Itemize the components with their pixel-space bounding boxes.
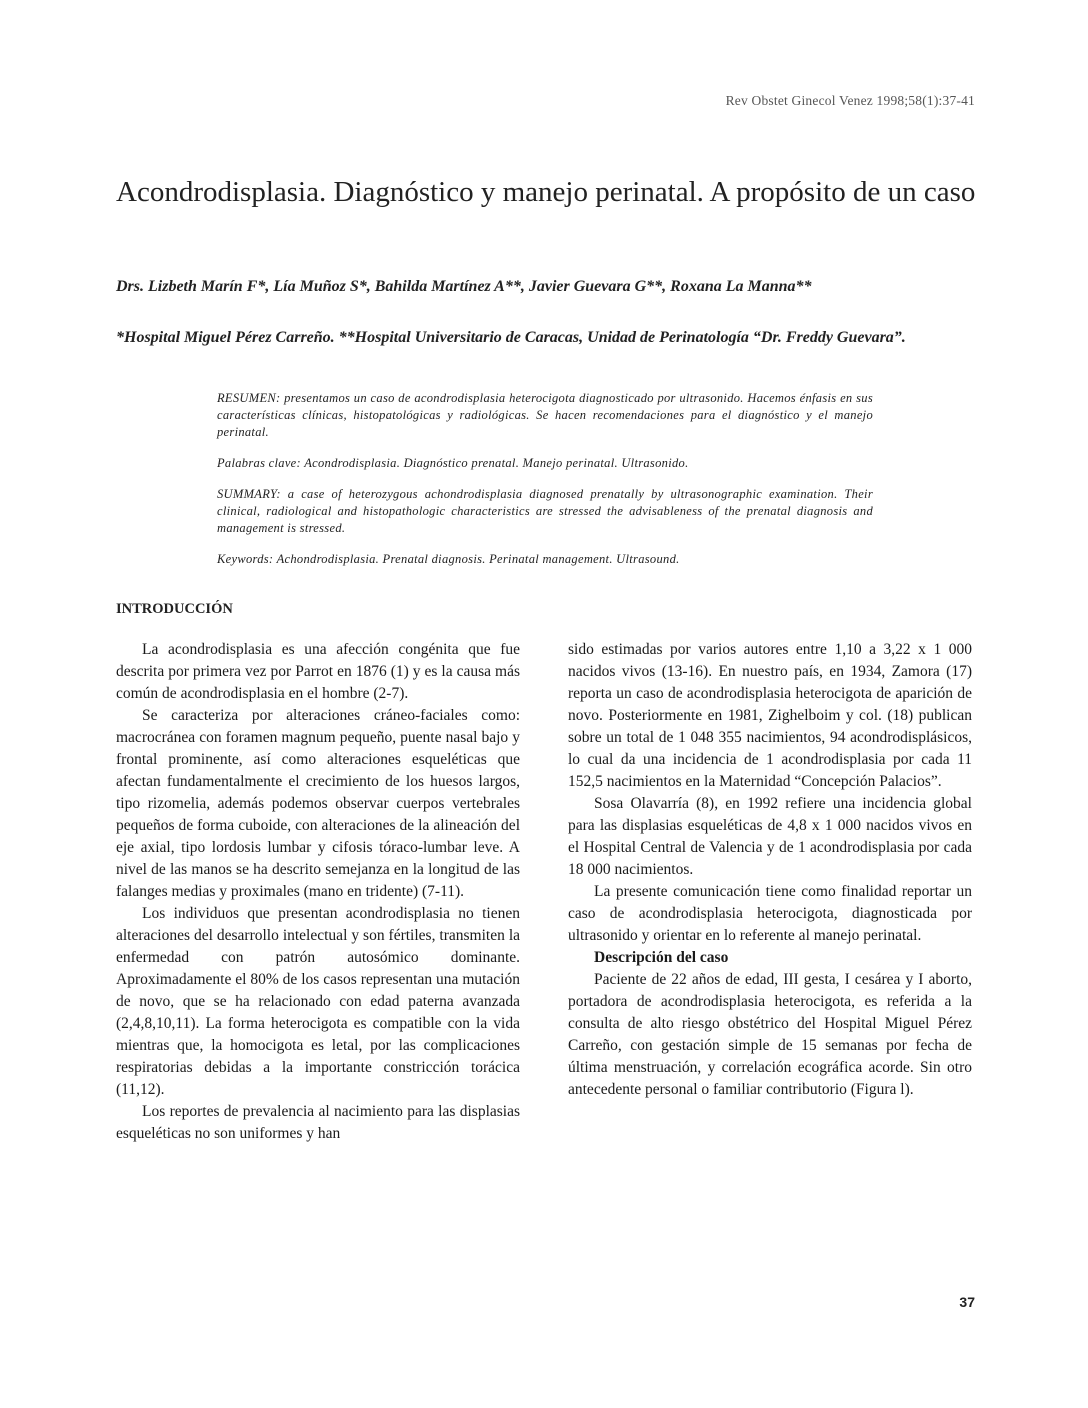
- body-paragraph: Sosa Olavarría (8), en 1992 refiere una incidencia global para las displasias esqueléticas de 4,8 x 1 000 nacidos vivos en el Hospital Central de Valencia y de 1 acondrodisplasia por cada 18 000 nacimientos.: [568, 795, 972, 878]
- page-number: 37: [959, 1294, 975, 1310]
- body-paragraph: Los reportes de prevalencia al nacimiento para las displasias esqueléticas no son uniformes y han: [116, 1103, 520, 1142]
- case-description-heading: Descripción del caso: [594, 949, 729, 966]
- palabras-clave-paragraph: Palabras clave: Acondrodisplasia. Diagnóstico prenatal. Manejo perinatal. Ultrasonido.: [217, 456, 689, 470]
- journal-reference: Rev Obstet Ginecol Venez 1998;58(1):37-41: [725, 93, 975, 108]
- introduction-heading: INTRODUCCIÓN: [116, 601, 233, 617]
- resumen-paragraph: RESUMEN: presentamos un caso de acondrodisplasia heterocigota diagnosticado por ultrasonido. Hacemos énfasis en sus características clínicas, histopatológicas y radiológicas. Se hacen recomendaciones para el diagnóstico y el manejo perinatal.: [217, 391, 873, 439]
- author-affiliations: *Hospital Miguel Pérez Carreño. **Hospital Universitario de Caracas, Unidad de Perinatología “Dr. Freddy Guevara”.: [116, 329, 906, 346]
- abstract: [217, 390, 873, 582]
- body-paragraph: La presente comunicación tiene como finalidad reportar un caso de acondrodisplasia heterocigota, diagnosticada por ultrasonido y orientar en lo referente al manejo perinatal.: [568, 883, 972, 944]
- author-list: Drs. Lizbeth Marín F*, Lía Muñoz S*, Bahilda Martínez A**, Javier Guevara G**, Roxana La Manna**: [116, 278, 812, 295]
- body-paragraph: Paciente de 22 años de edad, III gesta, I cesárea y I aborto, portadora de acondrodisplasia heterocigota, es referida a la consulta de alto riesgo obstétrico del Hospital Miguel Pérez Carreño, con gestación simple de 15 semanas por fecha de última menstruación, y correlación ecográfica acorde. Sin otro antecedente personal o familiar contributorio (Figura l).: [568, 971, 972, 1098]
- left-column: [116, 639, 520, 1145]
- summary-paragraph: SUMMARY: a case of heterozygous achondrodisplasia diagnosed prenatally by ultrasonographic examination. Their clinical, radiological and histopathologic characteristics are stressed the advisableness of the prenatal diagnosis and management is stressed.: [217, 487, 873, 535]
- right-column: [568, 639, 972, 1101]
- body-paragraph: Se caracteriza por alteraciones cráneo-faciales como: macrocránea con foramen magnum pequeño, puente nasal bajo y frontal prominente, así como alteraciones esqueléticas que afectan fundamentalmente el crecimiento de los huesos largos, tipo rizomelia, además podemos observar cuerpos vertebrales pequeños de forma cuboide, con alteraciones de la alineación del eje axial, tipo lordosis lumbar y cifosis tóraco-lumbar leve. A nivel de las manos se ha descrito semejanza en la longitud de las falanges medias y proximales (mano en tridente) (7-11).: [116, 707, 520, 900]
- body-paragraph: La acondrodisplasia es una afección congénita que fue descrita por primera vez por Parrot en 1876 (1) y es la causa más común de acondrodisplasia en el hombre (2-7).: [116, 641, 520, 702]
- body-paragraph: sido estimadas por varios autores entre 1,10 a 3,22 x 1 000 nacidos vivos (13-16). En nuestro país, en 1934, Zamora (17) reporta un caso de acondrodisplasia heterocigota de aparición de novo. Posteriormente en 1981, Zighelboim y col. (18) publican sobre un total de 1 048 355 nacimientos, 94 acondrodisplásicos, lo cual da una incidencia de 1 acondrodisplasia por cada 11 152,5 nacimientos en la Maternidad “Concepción Palacios”.: [568, 641, 972, 790]
- body-paragraph: Los individuos que presentan acondrodisplasia no tienen alteraciones del desarrollo intelectual y son fértiles, transmiten la enfermedad con patrón autosómico dominante. Aproximadamente el 80% de los casos representan una mutación de novo, que se ha relacionado con edad paterna avanzada (2,4,8,10,11). La forma heterocigota es compatible con la vida mientras que, la homocigota es letal, por las complicaciones respiratorias debidas a la importante constricción torácica (11,12).: [116, 905, 520, 1098]
- article-title: Acondrodisplasia. Diagnóstico y manejo perinatal. A propósito de un caso: [116, 176, 976, 208]
- keywords-paragraph: Keywords: Achondrodisplasia. Prenatal diagnosis. Perinatal management. Ultrasound.: [217, 552, 680, 566]
